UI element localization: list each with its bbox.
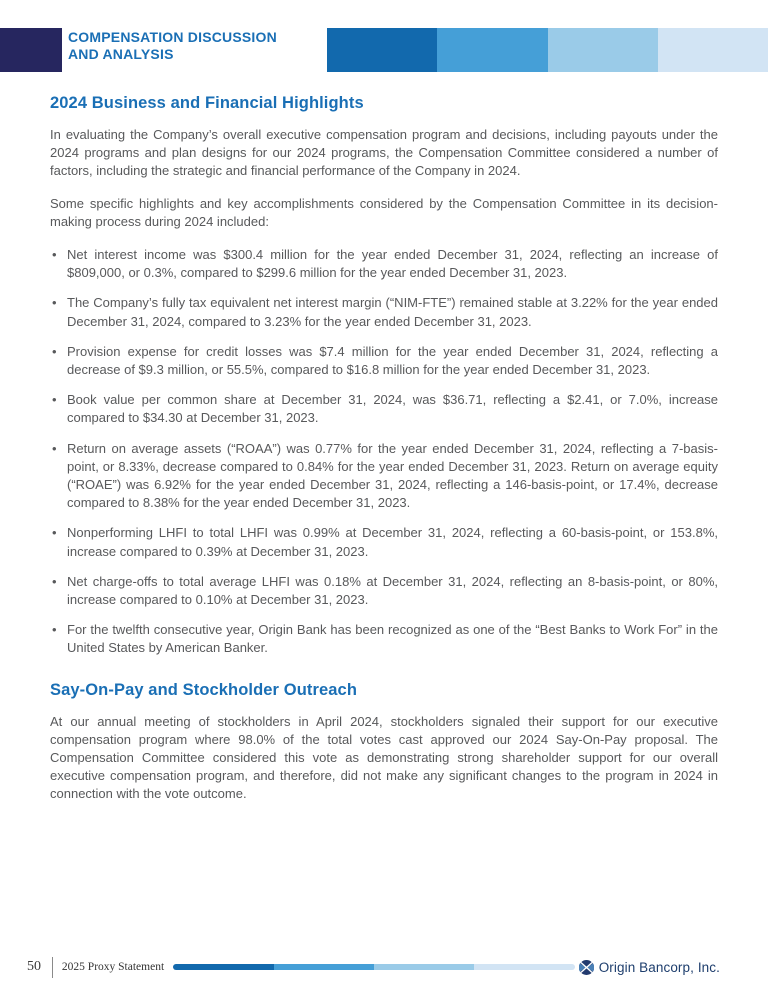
header-title <box>68 29 277 63</box>
paragraph: At our annual meeting of stockholders in April 2024, stockholders signaled their support for our executive compensation program where 98.0% of the total votes cast approved our 2024 Say-On-Pay proposal. The Compensation Committee considered this vote as demonstrating strong shareholder support for our overall executive compensation program, and therefore, did not make any significant changes to the program in 2024 in connection with the vote outcome. <box>50 713 718 802</box>
list-item: • Provision expense for credit losses was $7.4 million for the year ended December 31, 2024, reflecting a decrease of $9.3 million, or 55.5%, compared to $16.8 million for the year ended December 31, 2023. <box>50 343 718 379</box>
page-footer <box>27 954 720 980</box>
gradient-segment-4 <box>474 964 574 970</box>
section-business-highlights <box>50 94 718 658</box>
header-title-line2: AND ANALYSIS <box>68 46 174 62</box>
list-item: • The Company’s fully tax equivalent net interest margin (“NIM-FTE”) remained stable at 3.22% for the year ended December 31, 2024, compared to 3.23% for the year ended December 31, 2023. <box>50 294 718 330</box>
gradient-segment-1 <box>173 964 273 970</box>
footer-divider <box>52 957 53 978</box>
highlights-list <box>50 246 718 658</box>
list-item: • Book value per common share at December 31, 2024, was $36.71, reflecting a $2.41, or 7.0%, increase compared to $34.30 at December 31, 2023. <box>50 391 718 427</box>
header-gradient-bar <box>327 28 768 72</box>
gradient-segment-4 <box>658 28 768 72</box>
footer-company-name: Origin Bancorp, Inc. <box>598 959 720 975</box>
footer-doc-title: 2025 Proxy Statement <box>61 961 165 973</box>
gradient-segment-3 <box>548 28 658 72</box>
main-content <box>50 94 718 818</box>
section-say-on-pay <box>50 681 718 804</box>
header-accent-block <box>0 28 62 72</box>
page-number: 50 <box>27 959 41 974</box>
list-item: • Return on average assets (“ROAA”) was 0.77% for the year ended December 31, 2024, reflecting a 7-basis-point, or 8.33%, decrease compared to 0.84% for the year ended December 31, 2023. Return on average equity (“ROAE”) was 6.92% for the year ended December 31, 2024, reflecting a 146-basis-point, or 17.4%, decrease compared to 8.38% for the year ended December 31, 2023. <box>50 440 718 513</box>
list-item: • Nonperforming LHFI to total LHFI was 0.99% at December 31, 2024, reflecting a 60-basis-point, or 153.8%, increase compared to 0.39% at December 31, 2023. <box>50 524 718 560</box>
paragraph: In evaluating the Company’s overall executive compensation program and decisions, including payouts under the 2024 programs and plan designs for our 2024 programs, the Compensation Committee considered a number of factors, including the strategic and financial performance of the Company in 2024. <box>50 127 718 179</box>
gradient-segment-2 <box>274 964 374 970</box>
gradient-segment-1 <box>327 28 437 72</box>
section-heading-business-highlights: 2024 Business and Financial Highlights <box>50 94 364 112</box>
gradient-segment-3 <box>374 964 474 970</box>
list-item: • For the twelfth consecutive year, Origin Bank has been recognized as one of the “Best Banks to Work For” in the United States by American Banker. <box>50 621 718 657</box>
list-item: • Net interest income was $300.4 million for the year ended December 31, 2024, reflecting an increase of $809,000, or 0.3%, compared to $299.6 million for the year ended December 31, 2023. <box>50 246 718 282</box>
section-heading-say-on-pay: Say-On-Pay and Stockholder Outreach <box>50 680 357 699</box>
list-item: • Net charge-offs to total average LHFI was 0.18% at December 31, 2024, reflecting an 8-basis-point, or 80%, increase compared to 0.10% at December 31, 2023. <box>50 573 718 609</box>
header-title-line1: COMPENSATION DISCUSSION <box>68 29 277 45</box>
paragraph: Some specific highlights and key accomplishments considered by the Compensation Committee in its decision-making process during 2024 included: <box>50 195 718 229</box>
origin-bancorp-globe-logo-icon <box>579 960 594 975</box>
footer-gradient-bar <box>173 964 575 970</box>
gradient-segment-2 <box>437 28 547 72</box>
